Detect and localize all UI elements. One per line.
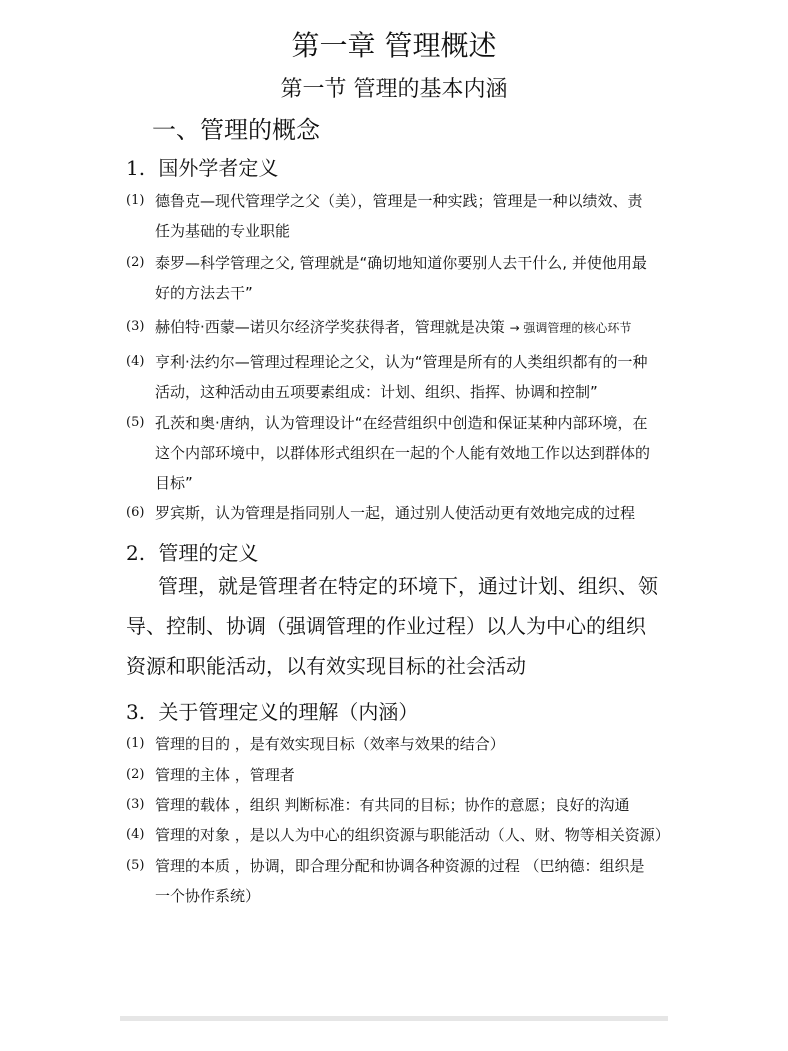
subsection-number: 1. (126, 156, 146, 180)
list-item (126, 729, 666, 759)
chapter-title: 第一章 管理概述 (291, 29, 497, 62)
item-text: 赫伯特·西蒙—诺贝尔经济学奖获得者，管理就是决策 (155, 318, 505, 336)
item-number: (2) (126, 767, 145, 782)
subsection-number: 2. (126, 541, 146, 565)
item-text-line: 管理的主体 ，管理者 (155, 766, 295, 784)
item-number: (4) (126, 827, 145, 842)
item-number: (2) (126, 255, 145, 270)
item-text-line: 管理的本质 ，协调，即合理分配和协调各种资源的过程 （巴纳德：组织是 (155, 857, 645, 875)
part-heading: 一、管理的概念 (152, 116, 320, 144)
item-text-line: 孔茨和奥·唐纳，认为管理设计“在经营组织中创造和保证某种内部环境，在 (155, 414, 648, 432)
item-text-line: 泰罗—科学管理之父, 管理就是“确切地知道你要别人去干什么, 并使他用最 (155, 254, 647, 272)
item-text-line (155, 312, 666, 343)
item-number: (4) (126, 354, 145, 369)
item-text-line: 活动，这种活动由五项要素组成：计划、组织、指挥、协调和控制” (155, 383, 598, 401)
list-item (126, 790, 666, 820)
list-item (126, 820, 670, 850)
item-text-line: 这个内部环境中，以群体形式组织在一起的个人能有效地工作以达到群体的 (155, 444, 651, 462)
item-text-line: 管理的目的 ，是有效实现目标（效率与效果的结合） (155, 735, 505, 753)
list-item (126, 248, 666, 308)
list-item (126, 408, 666, 498)
item-text-line: 好的方法去干” (155, 284, 253, 302)
item-text-line: 德鲁克—现代管理学之父（美），管理是一种实践；管理是一种以绩效、责 (155, 192, 643, 210)
item-text-line: 管理的对象 ，是以人为中心的组织资源与职能活动（人、财、物等相关资源） (155, 826, 670, 844)
list-item (126, 498, 666, 528)
item-text-line: 一个协作系统） (155, 887, 261, 905)
subsection-title: 国外学者定义 (158, 156, 279, 180)
item-number: (1) (126, 736, 145, 751)
subsection-3-heading (126, 696, 418, 725)
item-text-line: 管理的载体 ，组织 判断标准：有共同的目标；协作的意愿；良好的沟通 (155, 796, 630, 814)
item-number: (5) (126, 415, 145, 430)
item-text-line: 目标” (155, 474, 193, 492)
item-number: (5) (126, 858, 145, 873)
page-bottom-divider (120, 1016, 668, 1021)
item-note: → 强调管理的核心环节 (509, 321, 632, 335)
list-item (126, 186, 666, 246)
definition-line: 导、控制、协调（强调管理的作业过程）以人为中心的组织 (126, 614, 646, 638)
item-text-line: 亨利·法约尔—管理过程理论之父，认为“管理是所有的人类组织都有的一种 (155, 353, 648, 371)
subsection-2-heading (126, 537, 258, 566)
list-item (126, 760, 666, 790)
subsection-number: 3. (126, 700, 146, 724)
list-item (126, 347, 666, 407)
definition-paragraph (126, 566, 671, 686)
item-text-line: 罗宾斯，认为管理是指同别人一起，通过别人使活动更有效地完成的过程 (155, 504, 636, 522)
item-number: (1) (126, 193, 145, 208)
item-text-line: 任为基础的专业职能 (155, 222, 291, 240)
list-item (126, 312, 666, 343)
item-number: (6) (126, 505, 145, 520)
subsection-title: 关于管理定义的理解（内涵） (158, 700, 419, 724)
subsection-1-heading (126, 152, 278, 181)
item-number: (3) (126, 797, 145, 812)
definition-line: 资源和职能活动，以有效实现目标的社会活动 (126, 654, 526, 678)
list-item (126, 851, 666, 911)
item-number: (3) (126, 319, 145, 334)
subsection-title: 管理的定义 (158, 541, 259, 565)
section-title: 第一节 管理的基本内涵 (280, 77, 508, 102)
definition-line: 管理，就是管理者在特定的环境下，通过计划、组织、领 (158, 574, 658, 598)
